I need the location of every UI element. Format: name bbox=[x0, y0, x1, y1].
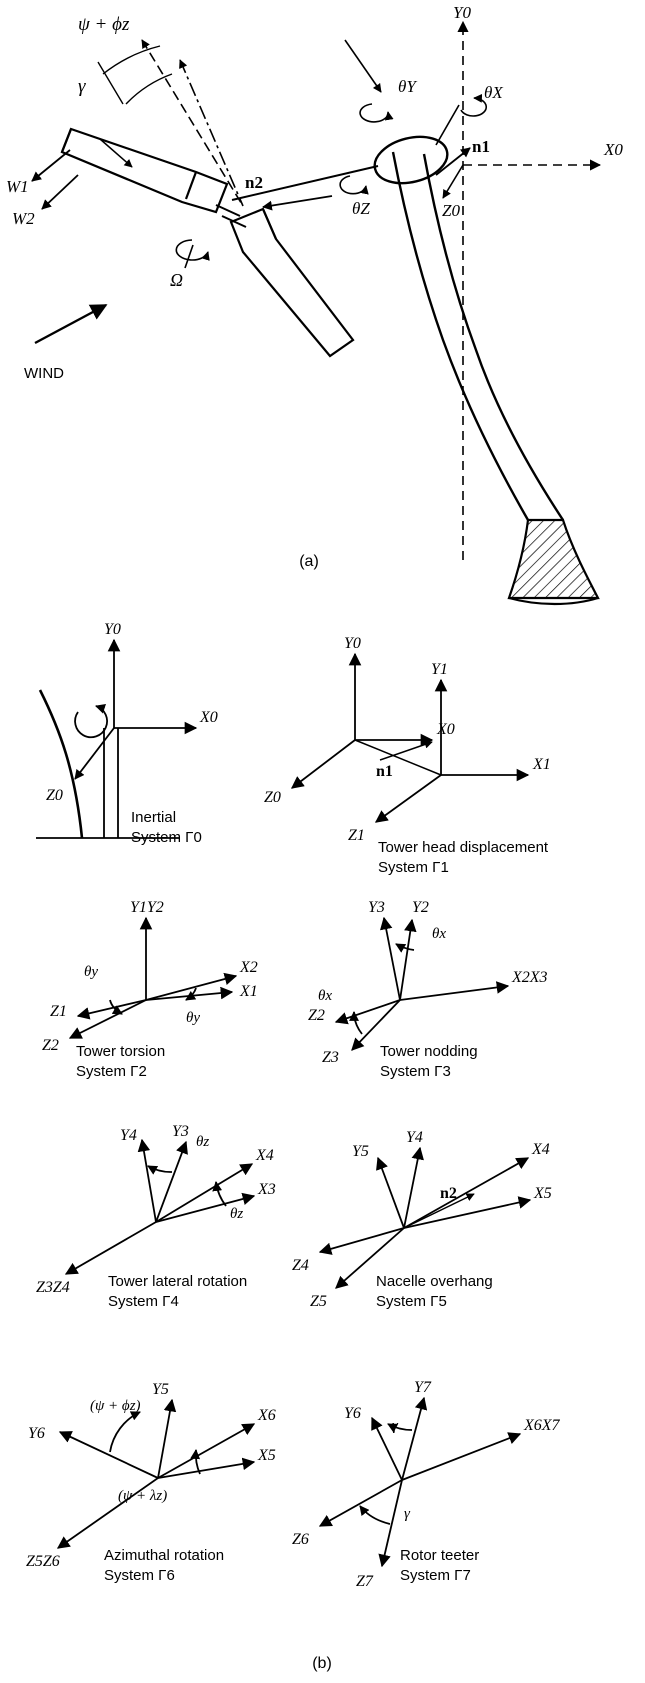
system-gamma5 bbox=[292, 1129, 552, 1310]
label-theta-z: θZ bbox=[352, 199, 370, 218]
gamma0-axis-z0: Z0 bbox=[46, 787, 63, 804]
gamma5-axis-x4: X4 bbox=[532, 1141, 550, 1158]
inertial-axes-panel-a bbox=[443, 22, 600, 560]
label-theta-y: θY bbox=[398, 77, 416, 96]
gamma2-theta-y-left: θy bbox=[84, 964, 99, 980]
system-gamma6 bbox=[26, 1381, 276, 1584]
n1-vector bbox=[436, 148, 470, 175]
gamma1-axis-x0: X0 bbox=[437, 721, 455, 738]
panel-b-caption: (b) bbox=[312, 1655, 332, 1672]
gamma0-axis-y0: Y0 bbox=[104, 621, 121, 638]
gamma4-axis-y4: Y4 bbox=[120, 1127, 137, 1144]
gamma2-theta-y-right: θy bbox=[186, 1010, 201, 1026]
gamma6-psi-lambda-z: (ψ + λz) bbox=[118, 1488, 168, 1504]
gamma6-axis-x6: X6 bbox=[258, 1407, 276, 1424]
gamma5-title-2: System Γ5 bbox=[376, 1293, 447, 1310]
gamma4-title-2: System Γ4 bbox=[108, 1293, 179, 1310]
gamma6-title-1: Azimuthal rotation bbox=[104, 1547, 225, 1564]
gamma1-axis-z0: Z0 bbox=[264, 789, 281, 806]
gamma2-axis-z1: Z1 bbox=[50, 1003, 67, 1020]
gamma2-axis-z2: Z2 bbox=[42, 1037, 59, 1054]
gamma7-title-1: Rotor teeter bbox=[400, 1547, 480, 1564]
gamma1-title-1: Tower head displacement bbox=[378, 839, 549, 856]
gamma3-axis-z2: Z2 bbox=[308, 1007, 325, 1024]
gamma1-title-2: System Γ1 bbox=[378, 859, 449, 876]
tower-base bbox=[509, 520, 598, 604]
gamma6-title-2: System Γ6 bbox=[104, 1567, 175, 1584]
label-w1: W1 bbox=[6, 177, 29, 196]
label-gamma: γ bbox=[78, 76, 86, 97]
gamma4-theta-z-top: θz bbox=[196, 1134, 210, 1150]
gamma6-psi-phi-z: (ψ + ϕz) bbox=[90, 1398, 141, 1414]
label-theta-x: θX bbox=[484, 83, 503, 102]
gamma3-axis-y3: Y3 bbox=[368, 899, 385, 916]
gamma2-title-1: Tower torsion bbox=[76, 1043, 166, 1060]
system-gamma0 bbox=[36, 621, 218, 846]
label-omega: Ω bbox=[170, 270, 184, 290]
gamma6-axis-y6: Y6 bbox=[28, 1425, 45, 1442]
label-z0-a: Z0 bbox=[442, 201, 460, 220]
gamma1-n1-vector-label: n1 bbox=[376, 763, 393, 780]
gamma2-title-2: System Γ2 bbox=[76, 1063, 147, 1080]
gamma4-theta-z-right: θz bbox=[230, 1206, 244, 1222]
gamma3-title-2: System Γ3 bbox=[380, 1063, 451, 1080]
n2-vector bbox=[263, 196, 332, 207]
gamma1-axis-x1: X1 bbox=[533, 756, 551, 773]
panel-b bbox=[26, 621, 561, 1672]
gamma7-axis-y7: Y7 bbox=[414, 1379, 431, 1396]
gamma5-axis-y4: Y4 bbox=[406, 1129, 423, 1146]
gamma1-axis-y0: Y0 bbox=[344, 635, 361, 652]
blade-velocity-arrows bbox=[32, 150, 78, 209]
gamma6-axis-z5z6: Z5Z6 bbox=[26, 1553, 60, 1570]
gamma3-title-1: Tower nodding bbox=[380, 1043, 478, 1060]
panel-a-caption: (a) bbox=[299, 553, 319, 570]
tower-shape bbox=[393, 152, 563, 520]
gamma3-axis-y2: Y2 bbox=[412, 899, 429, 916]
gamma7-axis-x6x7: X6X7 bbox=[524, 1417, 560, 1434]
label-n1: n1 bbox=[472, 137, 490, 156]
system-gamma4 bbox=[36, 1123, 276, 1310]
gamma1-axis-y1: Y1 bbox=[431, 661, 448, 678]
gamma5-axis-z4: Z4 bbox=[292, 1257, 309, 1274]
gamma5-axis-x5: X5 bbox=[534, 1185, 552, 1202]
label-n2: n2 bbox=[245, 173, 263, 192]
blade-1 bbox=[62, 129, 227, 212]
gamma6-axis-y5: Y5 bbox=[152, 1381, 169, 1398]
system-gamma1 bbox=[264, 635, 551, 876]
label-psi-phi-z: ψ + ϕz bbox=[78, 14, 130, 35]
blade-2 bbox=[231, 209, 353, 356]
gamma5-axis-z5: Z5 bbox=[310, 1293, 327, 1310]
label-x0-a: X0 bbox=[604, 140, 623, 159]
system-gamma3 bbox=[308, 899, 548, 1080]
gamma5-n2-vector-label: n2 bbox=[440, 1185, 457, 1202]
system-gamma7 bbox=[292, 1379, 561, 1590]
gamma3-axis-x2x3: X2X3 bbox=[512, 969, 548, 986]
theta-z-rotation bbox=[340, 176, 366, 194]
panel-a bbox=[6, 3, 623, 604]
gamma0-axis-x0: X0 bbox=[200, 709, 218, 726]
gamma3-axis-z3: Z3 bbox=[322, 1049, 339, 1066]
label-wind: WIND bbox=[24, 365, 64, 382]
label-w2: W2 bbox=[12, 209, 35, 228]
gamma2-axis-x1: X1 bbox=[240, 983, 258, 1000]
gamma4-axis-z3z4: Z3Z4 bbox=[36, 1279, 70, 1296]
gamma4-title-1: Tower lateral rotation bbox=[108, 1273, 248, 1290]
gamma4-axis-x3: X3 bbox=[258, 1181, 276, 1198]
label-y0-a: Y0 bbox=[453, 3, 471, 22]
omega-rotation-arrow bbox=[176, 240, 208, 268]
system-gamma2 bbox=[42, 899, 258, 1080]
gamma7-axis-z6: Z6 bbox=[292, 1531, 309, 1548]
gamma3-theta-x-top: θx bbox=[432, 926, 447, 942]
gamma2-axis-y1y2: Y1Y2 bbox=[130, 899, 164, 916]
gamma6-axis-x5: X5 bbox=[258, 1447, 276, 1464]
gamma1-axis-z1: Z1 bbox=[348, 827, 365, 844]
gamma7-gamma-top: γ bbox=[392, 1418, 398, 1434]
gamma5-axis-y5: Y5 bbox=[352, 1143, 369, 1160]
gamma5-title-1: Nacelle overhang bbox=[376, 1273, 493, 1290]
theta-y-rotation bbox=[345, 40, 388, 122]
gamma4-axis-x4: X4 bbox=[256, 1147, 274, 1164]
gamma4-axis-y3: Y3 bbox=[172, 1123, 189, 1140]
gamma0-title-2: System Γ0 bbox=[131, 829, 202, 846]
gamma7-gamma-bottom: γ bbox=[404, 1506, 410, 1522]
gamma0-title-1: Inertial bbox=[131, 809, 177, 826]
gamma7-axis-y6: Y6 bbox=[344, 1405, 361, 1422]
gamma7-axis-z7: Z7 bbox=[356, 1573, 373, 1590]
gamma7-title-2: System Γ7 bbox=[400, 1567, 471, 1584]
wind-arrow bbox=[35, 305, 106, 343]
gamma3-theta-x-left: θx bbox=[318, 988, 333, 1004]
gamma2-axis-x2: X2 bbox=[240, 959, 258, 976]
